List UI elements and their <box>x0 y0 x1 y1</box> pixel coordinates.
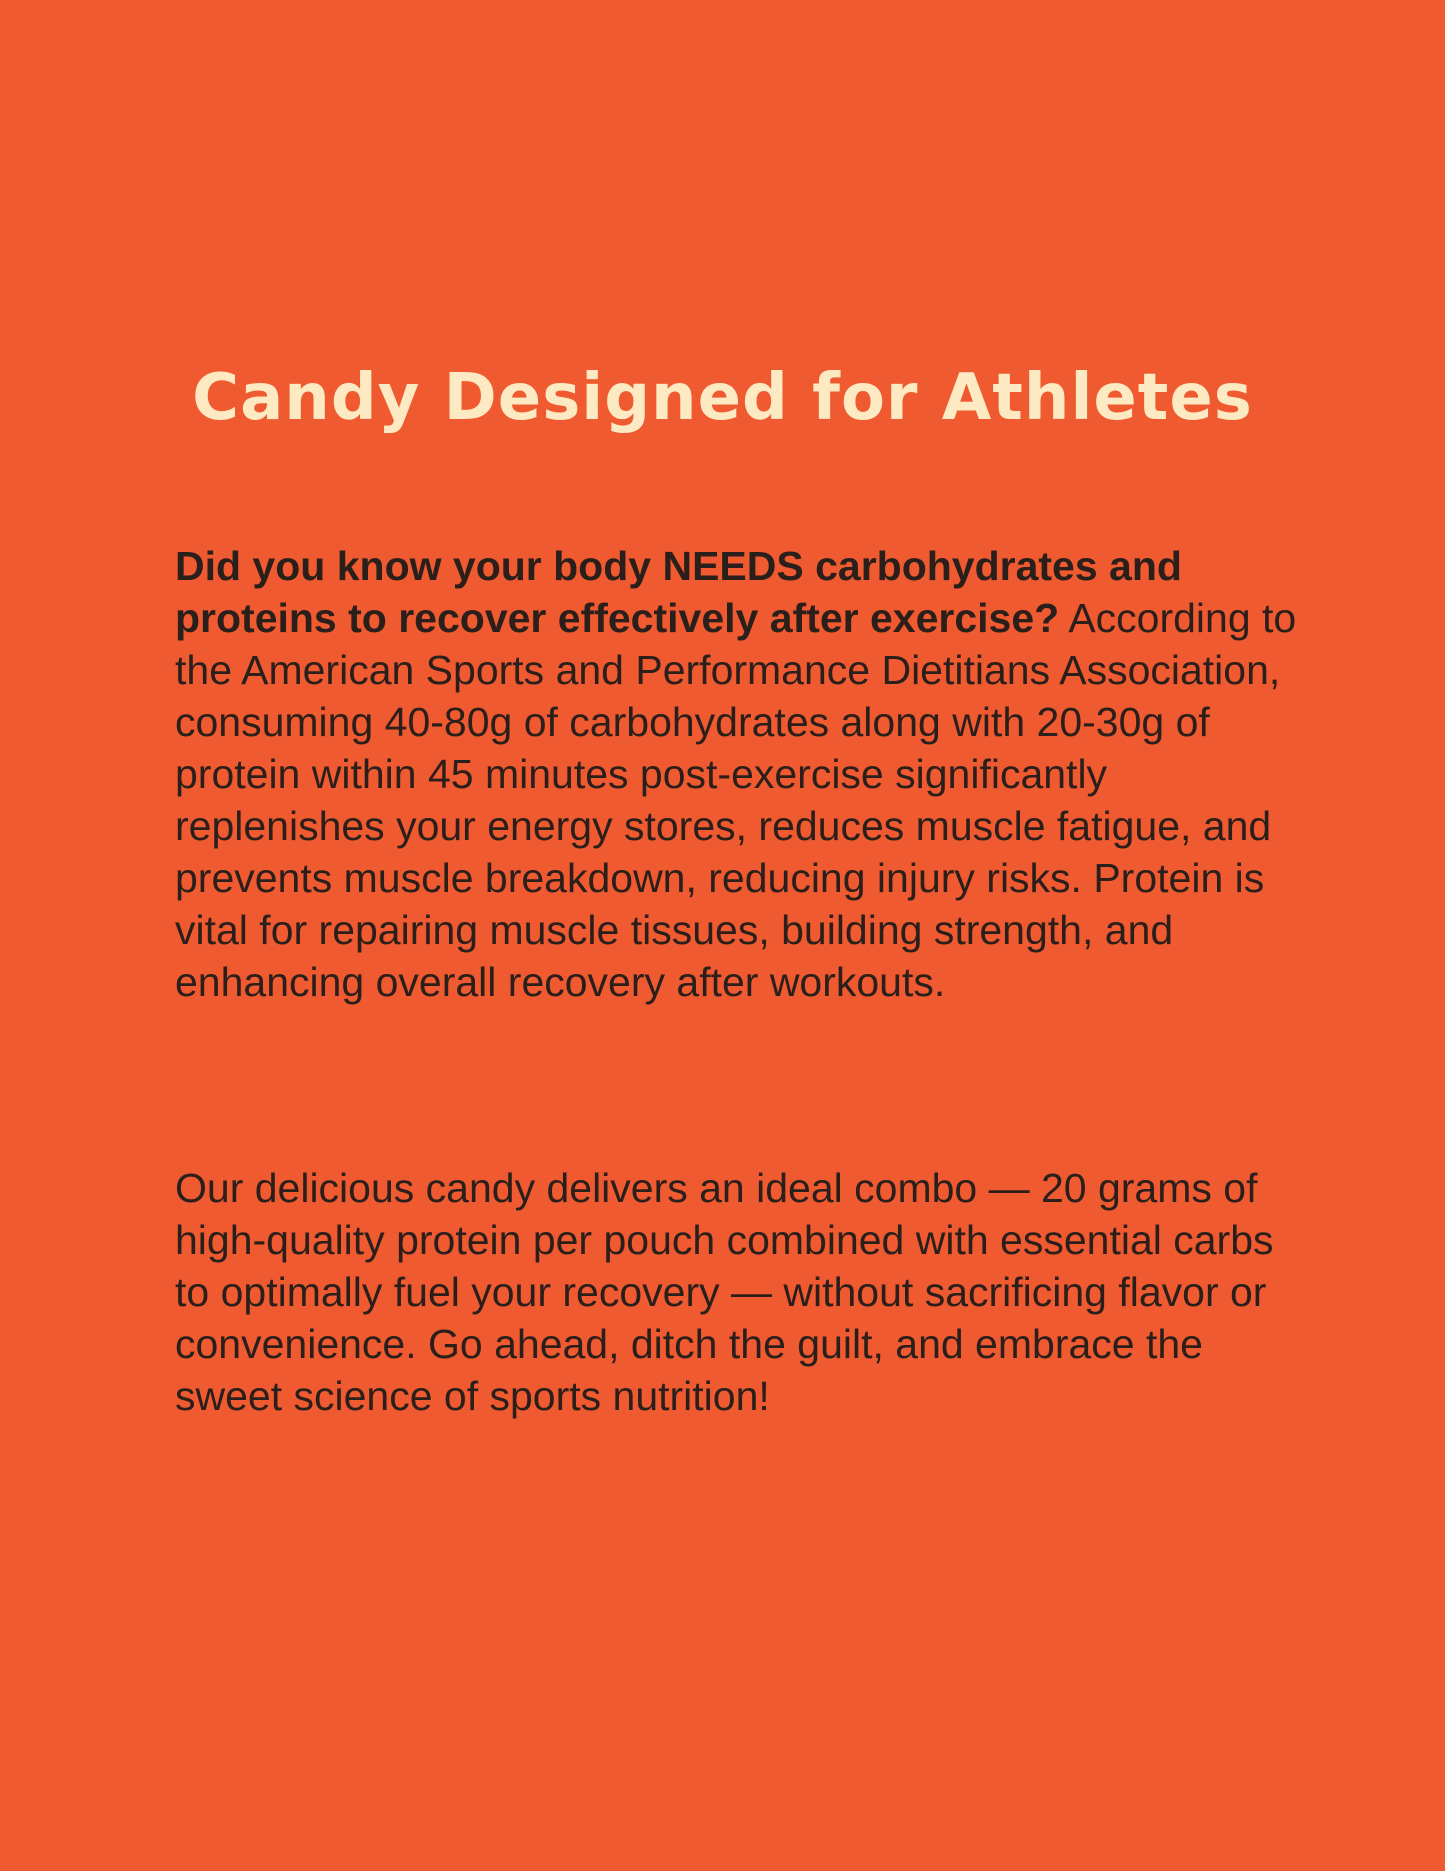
intro-paragraph <box>175 540 1300 1008</box>
intro-lead-text: Did you know your body NEEDS carbohydrates and proteins to recover effectively after exercise? <box>175 543 1182 641</box>
product-paragraph: Our delicious candy delivers an ideal combo — 20 grams of high-quality protein per pouch combined with essential carbs to optimally fuel your recovery — without sacrificing flavor or convenience. Go ahead, ditch the guilt, and embrace the sweet science of sports nutrition! <box>175 1165 1274 1419</box>
page-title: Candy Designed for Athletes <box>192 361 1253 435</box>
intro-body-text: According to the American Sports and Performance Dietitians Association, consuming 40-80g of carbohydrates along with 20-30g of protein within 45 minutes post-exercise significantly replenishes your energy stores, reduces muscle fatigue, and prevents muscle breakdown, reducing injury risks. Protein is vital for repairing muscle tissues, building strength, and enhancing overall recovery after workouts. <box>175 595 1297 1005</box>
